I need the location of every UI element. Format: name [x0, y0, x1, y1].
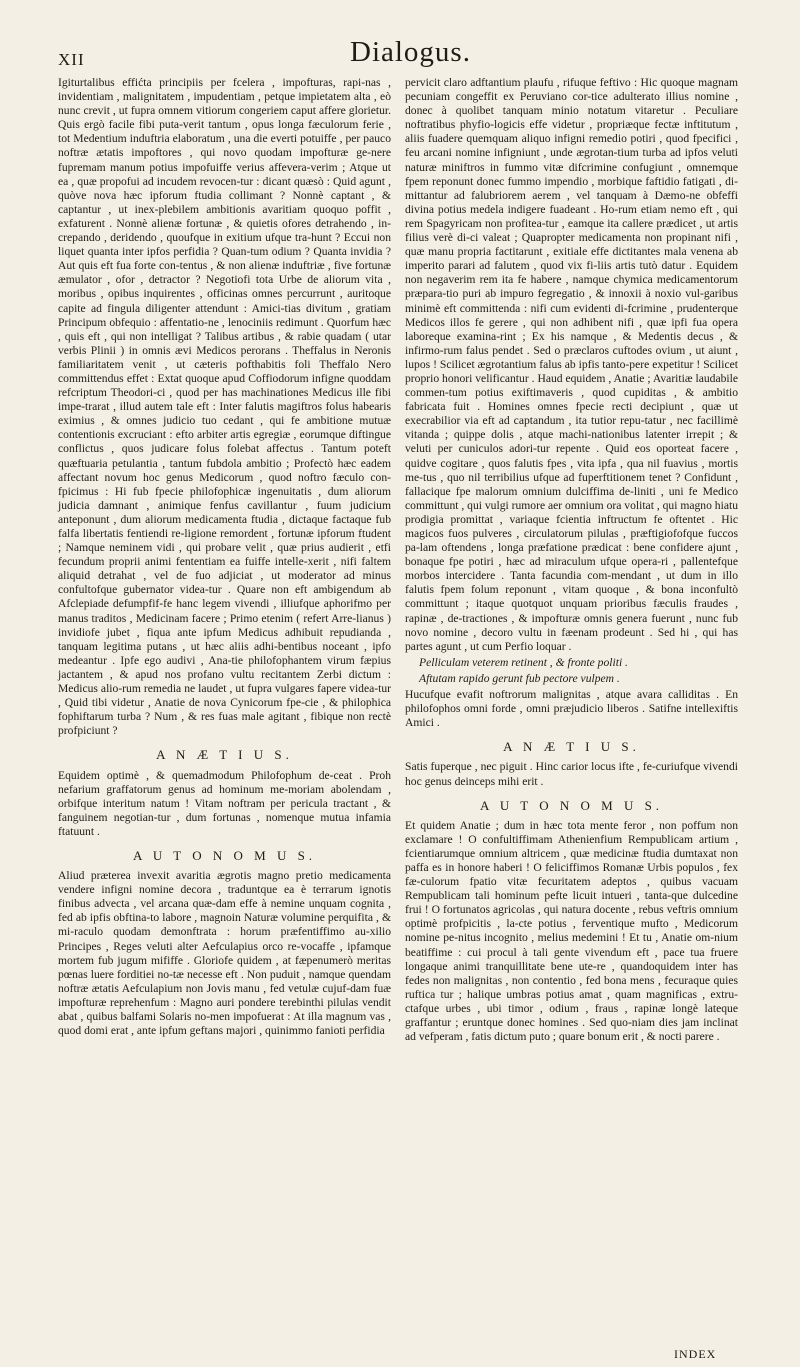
left-column: [58, 76, 391, 1040]
speaker-name: A U T O N O M U S.: [132, 847, 317, 863]
paragraph: Igiturtalibus effićta principiis per fcelera , impofturas, rapi-nas , invidentiam , malignitatem , impudentiam , petque impietatem alta , eò nunc crevit , ut fupra omnem vitiorum congeriem caput affere glorietur. Quis ergò facile fibi puta-verit tantum , opus longa fæculorum ferie , tot Medentium induftria elaboratum , una die everti potuiffe , per pauco noftræ ætatis impoftores , qui novo quodam impofturæ ge-nere fupremam manum potius impofuiffe verius affevera-verim ; Atque ut ea , quæ propofui ad incudem revocen-tur : dicant quæsò : Quid agunt , quòve nova hæc ipforum ftudia collimant ? Nonnè captant , & captantur , ut inex-plebilem ambitionis avaritiam quoquo poffit , exfaturent . Nonnè alienæ fortunæ , & quietis ofores detrahendo , in-crepando , deridendo , quoufque in exitium ufque tra-hunt ? Eccui non liquet quanta inter ipfos perfidia ? Quan-tum odium ? Quanta invidia ? Aut quis eft fua forte con-tentus , & non alienæ induftriæ , five fortunæ æmulator , ofor , detractor ? Negotiofi tota Urbe de aliorum vita , moribus , opibus inquirentes , officinas omnes percurrunt , auritoque capite ad fingula diligenter attendunt : Amici-tias divitum , gratiam Principum obfequio : affentatio-ne , lenociniis redimunt . Quorfum hæc , quis eft , qui non intelligat ? Talibus artibus , & rabie quadam ( utar verbis Plinii ) in omnis ævi Medicos perorans . Theffalus in Neronis familiaritatem venit , ut cæteris pofthabitis foli Theffalo Nero committendus effet : Extat quoque apud Coffiodorum infigne quoddam refcriptum Theodori-ci , quod per has machinationes Medicus ille fibi impe-trarat , illud autem tale eft : Inter falutis magiftros folus habearis eximius , & omnes judicio tuo cedant , qui fe ambitione mutuæ contentionis excruciant : efto arbiter artis egregiæ , eorumque diftingue conflictus , quos judicare folus folebat affectus . Tantum poteft quæftuaria petulantia , tantum fubdola ambitio ; Profectò hæc eadem affectant novum hoc genus Medicorum , quod noftro fæculo con-fpicimus : Hi fub fpecie philofophicæ ingenuitatis , dum aliorum judicia damnant , animique fenfus cavillantur , fuum judicium anteponunt , dum aliorum medicamenta ftudia , dictaque factaque fub falfa libertatis fentiendi re-ligione remordent , fortunæ ipforum ftudent ; Namque neminem vidi , qui probare velit , quæ prius audierit , etfi fecundum proprii animi fententiam ea fuiffe intelle-xerit , nifi faltem aliquid detrahat , vel de fuo adjiciat , ut moderator ad minus confultofque gubernator videa-tur . Quare non eft ambigendum ab Afclepiade defumpfif-fe hanc legem vivendi , illiufque aphorifmo per manus traditos , Medicinam facere ; Primo etenim ( refert Arre-lianus ) invidiofe jubet , fiqua ante ipfum Medicus adhibuit repudianda , tanquam legitima putans , ut hæc aliis adhi-bentibus noceant , ipfo medeantur . Ipfe ego audivi , Ana-tie philofophantem virum fæpius jactantem , & apud nos profano vultu recitantem Zerbi dictum : Medicus alio-rum remedia ne laudet , ut fupra vulgares fapere videa-tur , Quid tibi videtur , Anatie de nova Cynicorum fpe-cie , & philophica fophiftarum turba ? Num , & res fuas male agitant , fibique non rectè profpiciunt ?: [58, 76, 391, 738]
paragraph: Hucufque evafit noftrorum malignitas , atque avara calliditas . En philofophos omni forde , omni præjudicio liberos . Satifne intellexiftis Amici .: [405, 688, 738, 730]
verse-line: Aftutam rapido gerunt fub pectore vulpem .: [419, 671, 620, 685]
speaker-name: A N Æ T I U S.: [503, 739, 640, 755]
right-column: [405, 76, 738, 1046]
paragraph: pervicit claro adftantium plaufu , rifuque feftivo : Hic quoque magnam pecuniam congeffit ex Peruviano cor-tice adulterato illius nomine , donec à quolibet tanquam minio notatum vitaretur . Peculiare noftratibus phyfio-logicis effe videtur , propriæque fectæ inftitutum , aliis fuadere quemquam aliquo infigni remedio potiri , quod fpecifici , feu arcani nomine infigniunt , unde ægrotan-tium turba ad ipfos veluti naturæ miniftros in fummo vitæ difcrimine confugiunt , omnemque fpem reponunt donec fummo impendio , morbique faftidio fatigati , di-mittantur ad falubriorem aerem , vel tanquam à Dæmo-ne obfeffi divina potius medela indigere fuadeant . Ho-rum etiam nemo eft , qui rem Spagyricam non profitea-tur , eamque ita callere prædicet , ut artis filius verè di-ci valeat ; Quapropter medicamenta non propinant nifi , quæ manu propria factitarunt , exitiale effe dictitantes mala venena ab imperito parari ad falutem , quod vix fi-liis artis tutò datur . Equidem non negaverim rem ita fe habere , namque chymica medicamentorum præpara-tio puri ab impuro fegregatio , & innoxii à noxio vul-garibus minimè eft committenda : nifi cum evidenti di-fcrimine , prudenterque Medicos illos fe gerere , qui non adhibent nifi , quæ ipfi fua opera laboreque examina-rint ; Ex his namque , & Medentis decus , & infirmo-rum falus pendet . Sed o præclaros cuftodes ovium , ut aiunt , lupos ! Scilicet ægrotantium falus ab ipfis tanto-pere expetitur ! Scilicet proprio honori velificantur . Haud equidem , Anatie ; Avaritiæ laudabile commen-tum potius exiftimaveris , quod cupiditas , & ambitio fabricata fuit . Homines omnes fpecie recti decipiunt , quæ ut execrabilior via eft ad captandum , ita tutior repu-tatur , nec facillimè vitanda ; quippe dolis , atque machi-nationibus latenter irrepit ; & veluti per cuniculos adori-tur repente . Quid eos oporteat facere , quidve cogitare , quos falutis fpes , vita ipfa , qua nil fuavius , mortis me-tus , quo nil terribilius ufque ad fuperftitionem tenet ? Confidunt , fallacique fpe malorum omnium dulciffima de-liniti , uni fe Medico committunt , qui vulgi rumore aer omnium ora volitat , qui magno hiatu prodigia promittat , variaque fcientia inftructum fe oftentet . Hic magicos fuos pulveres , circulatorum pilulas , præftigiofofque fuccos pa-lam oftendens , longa præfatione prædicat : bene confidere ajunt , bonaque fpe potiri , hæc ad miraculum ufque opera-ri , pallentefque morbos intercidere . Tanta facundia com-mendant , ut dum in illo falutis fpem folum reponunt , vitam quoque , & bona inconfultò committunt ; itaque quotquot unquam prioribus fæculis fraudes , rapinæ , de-tractiones , & impofturæ omnis genera fuerunt , nunc fub novo nomine , decoro vultu in fæenam prodeunt . Sed hi , qui has partes agunt , ut cum Perfio loquar .: [405, 76, 738, 653]
paragraph: Satis fuperque , nec piguit . Hinc carior locus ifte , fe-curiufque vivendi hoc genus deinceps mihi erit .: [405, 760, 738, 788]
running-title: Dialogus.: [350, 36, 471, 68]
paragraph: Et quidem Anatie ; dum in hæc tota mente feror , non poffum non exclamare ! O confultiffimam Athenienfium Rempublicam artium , fcientiarumque omnium altricem , quæ medicinæ ftudia dumtaxat non paffa es in honore haberi ! O feliciffimos Romanæ Urbis populos , fex fæ-culorum fpatio vitæ fecuritatem adeptos , quibus vacuam Rempublicam tali hominum pefte licuit intueri , tanta-que dulcedine frui ! O fortunatos agricolas , qui natura docente , rebus veftris omnium optimè profpicitis , la-cte potius , ferventique mufto , Medicorum nomine pe-nitus incognito , melius medemini ! Et tu , Anatie om-nium beatiffime : cui procul à tali gente vivendum eft , pace tua fruere longaque animi tranquillitate bene ute-re , quandoquidem inter has fedes non malignitas , non contentio , fed bona mens , fecuraque quies ruftica tur ; halique umbras potius amat , quam magnificas , extru-ctafque urbes , ubi timor , odium , fraus , rapinæ longè lateque graffantur ; eruntque donec homines . Sed quo-niam dies jam inclinat ad vefperam , fatis dictum puto ; quare bonum erit , & nocti parere .: [405, 818, 738, 1044]
speaker-name: A U T O N O M U S.: [479, 797, 664, 813]
catchword: INDEX: [674, 1347, 717, 1361]
verse-line: Pelliculam veterem retinent , & fronte politi .: [419, 655, 628, 669]
paragraph: Aliud præterea invexit avaritia ægrotis magno pretio medicamenta vendere infigni nomine decora , traduntque ea è terrarum ignotis finibus advecta , vel arcana quæ-dam effe à nemine unquam cognita , fed ab ipfis obftina-to labore , magnoin Naturæ volumine perquifita , & mi-raculo quodam demonftrata : horum præfentiffimo au-xilio Principes , Reges veluti alter Aefculapius orco re-vocaffe , ipfamque mortem fub jugum mififfe . Gloriofe quidem , at fæpenumerò meritas pœnas luere forditiei no-tæ necesse eft . Non puduit , namque quendam noftræ ætatis Aefculapium non Jovis manu , fed vetulæ cujuf-dam fuæ impofturæ reprehenfum : Magno auri pondere terebinthi pilulas vendit abat , quibus balfami Solaris no-men impofuerat : At illa magnum vas , quod domi erat , ante ipfum geftans majori , quinimmo fanioti perfidia: [58, 869, 391, 1038]
page-number: XII: [58, 50, 85, 69]
speaker-name: A N Æ T I U S.: [156, 747, 293, 763]
paragraph: Equidem optimè , & quemadmodum Philofophum de-ceat . Proh nefarium graffatorum genus ad hominum me-moriam abolendam , orbifque interitum natum ! Vitam noftram per pericula tractant , & fanguinem negotian-tur , dum fortunas , nomenque mutua infamia ftatuunt .: [58, 768, 391, 838]
page-header: [0, 0, 800, 72]
